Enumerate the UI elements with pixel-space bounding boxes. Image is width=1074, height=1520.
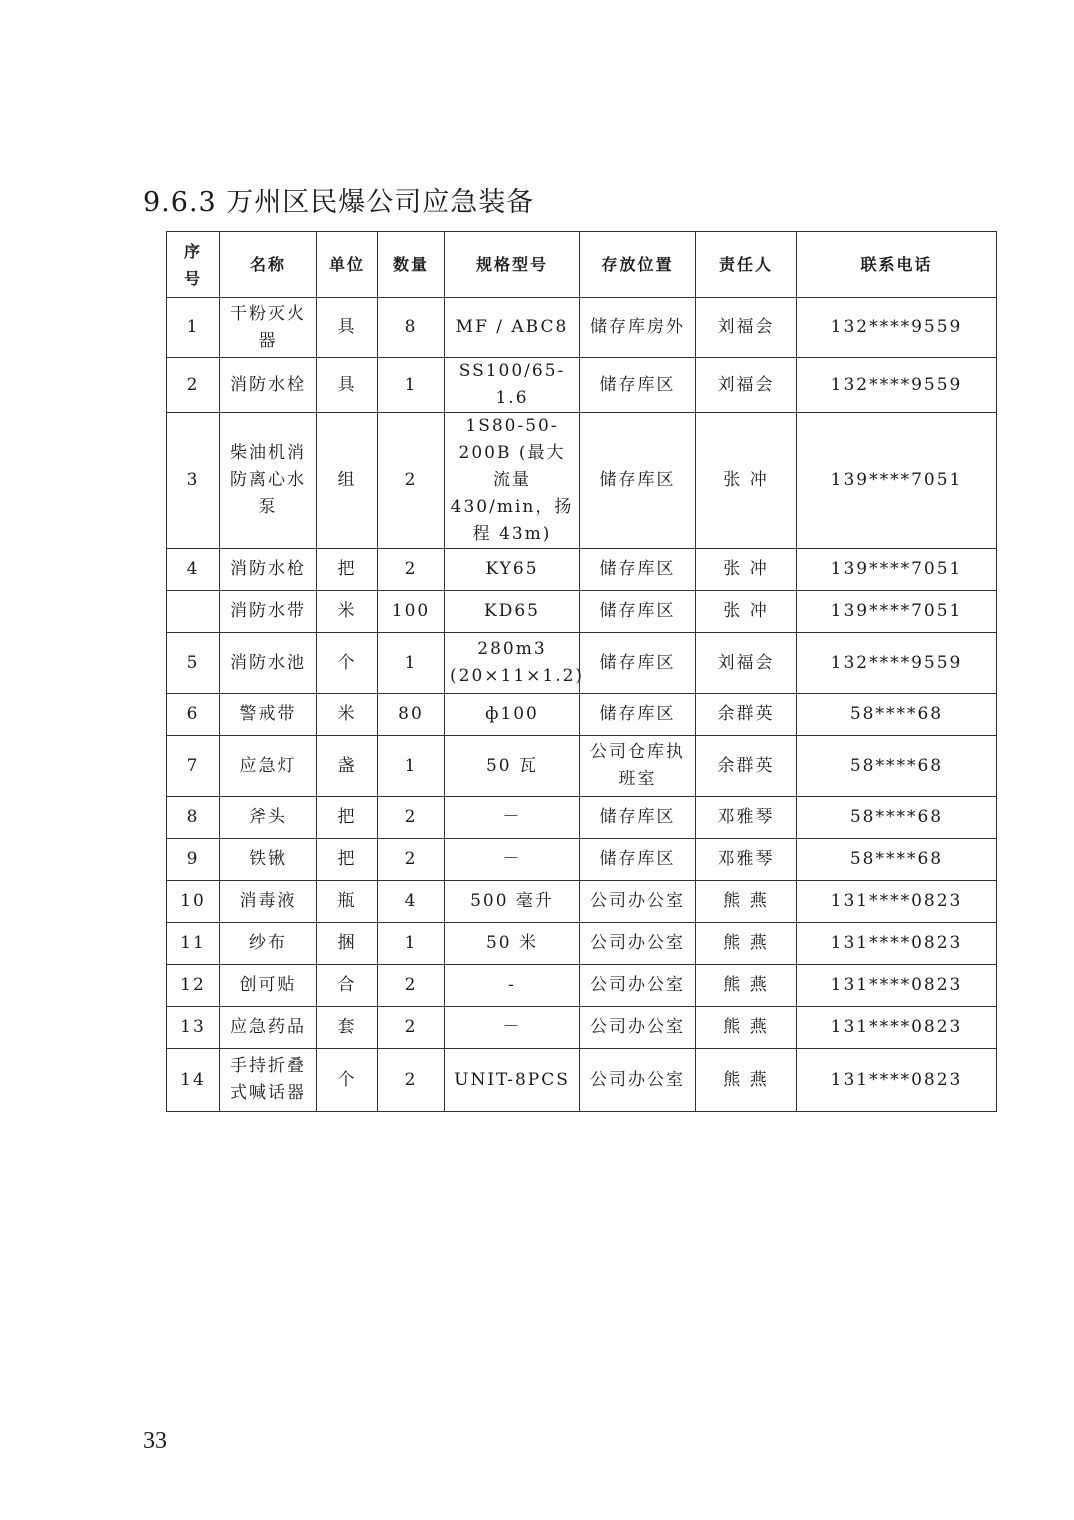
cell-spec: ф100	[445, 694, 580, 736]
cell-name: 柴油机消防离心水泵	[220, 413, 317, 549]
cell-phone: 131****0823	[797, 923, 997, 965]
cell-qty: 2	[378, 1049, 445, 1112]
cell-phone: 58****68	[797, 797, 997, 839]
cell-location: 储存库区	[580, 413, 696, 549]
cell-no: 11	[167, 923, 220, 965]
cell-phone: 58****68	[797, 694, 997, 736]
cell-no: 5	[167, 633, 220, 694]
cell-spec: -	[445, 965, 580, 1007]
cell-qty: 2	[378, 549, 445, 591]
cell-phone: 131****0823	[797, 965, 997, 1007]
cell-unit: 捆	[317, 923, 378, 965]
cell-name: 创可贴	[220, 965, 317, 1007]
cell-qty: 2	[378, 797, 445, 839]
cell-no: 1	[167, 298, 220, 358]
cell-name: 消防水带	[220, 591, 317, 633]
cell-unit: 瓶	[317, 881, 378, 923]
cell-phone: 139****7051	[797, 413, 997, 549]
table-row	[167, 591, 997, 633]
table-header-row	[167, 232, 997, 298]
cell-name: 干粉灭火器	[220, 298, 317, 358]
cell-spec: 50 瓦	[445, 736, 580, 797]
cell-spec: UNIT-8PCS	[445, 1049, 580, 1112]
cell-person: 张 冲	[696, 591, 797, 633]
table-row	[167, 694, 997, 736]
cell-location: 储存库区	[580, 591, 696, 633]
cell-person: 熊 燕	[696, 1049, 797, 1112]
cell-unit: 盏	[317, 736, 378, 797]
cell-qty: 1	[378, 736, 445, 797]
table-row	[167, 923, 997, 965]
cell-unit: 把	[317, 839, 378, 881]
cell-unit: 合	[317, 965, 378, 1007]
cell-person: 熊 燕	[696, 965, 797, 1007]
cell-person: 张 冲	[696, 413, 797, 549]
cell-spec: KY65	[445, 549, 580, 591]
equipment-table	[166, 231, 997, 1112]
cell-qty: 2	[378, 413, 445, 549]
cell-name: 斧头	[220, 797, 317, 839]
cell-spec: SS100/65-1.6	[445, 358, 580, 413]
cell-person: 邓雅琴	[696, 839, 797, 881]
cell-spec: 1S80-50-200B (最大流量 430/min，扬程 43m)	[445, 413, 580, 549]
cell-name: 消毒液	[220, 881, 317, 923]
table-row	[167, 797, 997, 839]
cell-person: 刘福会	[696, 358, 797, 413]
cell-person: 熊 燕	[696, 923, 797, 965]
cell-name: 消防水栓	[220, 358, 317, 413]
cell-name: 应急药品	[220, 1007, 317, 1049]
header-unit: 单位	[317, 232, 378, 298]
cell-person: 邓雅琴	[696, 797, 797, 839]
table-row	[167, 298, 997, 358]
cell-unit: 具	[317, 358, 378, 413]
cell-no: 13	[167, 1007, 220, 1049]
cell-qty: 8	[378, 298, 445, 358]
cell-person: 熊 燕	[696, 1007, 797, 1049]
cell-spec: －	[445, 1007, 580, 1049]
cell-no	[167, 591, 220, 633]
header-phone: 联系电话	[797, 232, 997, 298]
cell-phone: 132****9559	[797, 633, 997, 694]
cell-location: 储存库区	[580, 633, 696, 694]
cell-person: 刘福会	[696, 298, 797, 358]
cell-location: 公司办公室	[580, 881, 696, 923]
table-row	[167, 736, 997, 797]
cell-unit: 具	[317, 298, 378, 358]
cell-phone: 132****9559	[797, 298, 997, 358]
cell-qty: 2	[378, 839, 445, 881]
cell-unit: 套	[317, 1007, 378, 1049]
cell-location: 储存库区	[580, 694, 696, 736]
table-row	[167, 1049, 997, 1112]
cell-name: 手持折叠式喊话器	[220, 1049, 317, 1112]
cell-no: 8	[167, 797, 220, 839]
cell-location: 公司办公室	[580, 1049, 696, 1112]
header-name: 名称	[220, 232, 317, 298]
cell-location: 公司办公室	[580, 965, 696, 1007]
cell-qty: 1	[378, 923, 445, 965]
cell-spec: 280m3 (20×11×1.2)	[445, 633, 580, 694]
cell-phone: 58****68	[797, 736, 997, 797]
cell-spec: －	[445, 797, 580, 839]
cell-person: 余群英	[696, 736, 797, 797]
cell-qty: 2	[378, 1007, 445, 1049]
table-row	[167, 549, 997, 591]
cell-location: 公司办公室	[580, 1007, 696, 1049]
cell-no: 6	[167, 694, 220, 736]
cell-no: 10	[167, 881, 220, 923]
cell-qty: 4	[378, 881, 445, 923]
cell-unit: 个	[317, 1049, 378, 1112]
section-title: 9.6.3 万州区民爆公司应急装备	[143, 187, 535, 218]
cell-phone: 139****7051	[797, 591, 997, 633]
cell-location: 储存库区	[580, 839, 696, 881]
cell-unit: 个	[317, 633, 378, 694]
cell-unit: 把	[317, 797, 378, 839]
cell-location: 储存库房外	[580, 298, 696, 358]
cell-no: 7	[167, 736, 220, 797]
cell-no: 3	[167, 413, 220, 549]
cell-no: 12	[167, 965, 220, 1007]
page-number: 33	[143, 1428, 167, 1454]
cell-phone: 132****9559	[797, 358, 997, 413]
table-body	[167, 298, 997, 1112]
cell-phone: 131****0823	[797, 1007, 997, 1049]
cell-qty: 2	[378, 965, 445, 1007]
cell-location: 储存库区	[580, 358, 696, 413]
cell-spec: 500 毫升	[445, 881, 580, 923]
cell-name: 消防水枪	[220, 549, 317, 591]
cell-unit: 把	[317, 549, 378, 591]
cell-phone: 131****0823	[797, 881, 997, 923]
cell-spec: KD65	[445, 591, 580, 633]
header-qty: 数量	[378, 232, 445, 298]
cell-name: 应急灯	[220, 736, 317, 797]
cell-person: 余群英	[696, 694, 797, 736]
cell-spec: 50 米	[445, 923, 580, 965]
table-row	[167, 881, 997, 923]
cell-spec: MF / ABC8	[445, 298, 580, 358]
cell-qty: 1	[378, 633, 445, 694]
cell-unit: 组	[317, 413, 378, 549]
table-row	[167, 1007, 997, 1049]
cell-no: 9	[167, 839, 220, 881]
cell-no: 4	[167, 549, 220, 591]
header-location: 存放位置	[580, 232, 696, 298]
cell-unit: 米	[317, 694, 378, 736]
cell-name: 纱布	[220, 923, 317, 965]
cell-unit: 米	[317, 591, 378, 633]
cell-person: 刘福会	[696, 633, 797, 694]
cell-person: 熊 燕	[696, 881, 797, 923]
cell-name: 铁锹	[220, 839, 317, 881]
table-row	[167, 633, 997, 694]
header-no: 序号	[167, 232, 220, 298]
cell-no: 14	[167, 1049, 220, 1112]
cell-no: 2	[167, 358, 220, 413]
table-row	[167, 839, 997, 881]
cell-location: 公司办公室	[580, 923, 696, 965]
cell-spec: －	[445, 839, 580, 881]
table-row	[167, 413, 997, 549]
table-row	[167, 965, 997, 1007]
cell-qty: 80	[378, 694, 445, 736]
cell-phone: 139****7051	[797, 549, 997, 591]
cell-location: 储存库区	[580, 549, 696, 591]
cell-phone: 131****0823	[797, 1049, 997, 1112]
cell-phone: 58****68	[797, 839, 997, 881]
cell-qty: 1	[378, 358, 445, 413]
table-row	[167, 358, 997, 413]
cell-qty: 100	[378, 591, 445, 633]
cell-name: 警戒带	[220, 694, 317, 736]
header-spec: 规格型号	[445, 232, 580, 298]
cell-location: 储存库区	[580, 797, 696, 839]
cell-location: 公司仓库执班室	[580, 736, 696, 797]
header-person: 责任人	[696, 232, 797, 298]
cell-name: 消防水池	[220, 633, 317, 694]
cell-person: 张 冲	[696, 549, 797, 591]
